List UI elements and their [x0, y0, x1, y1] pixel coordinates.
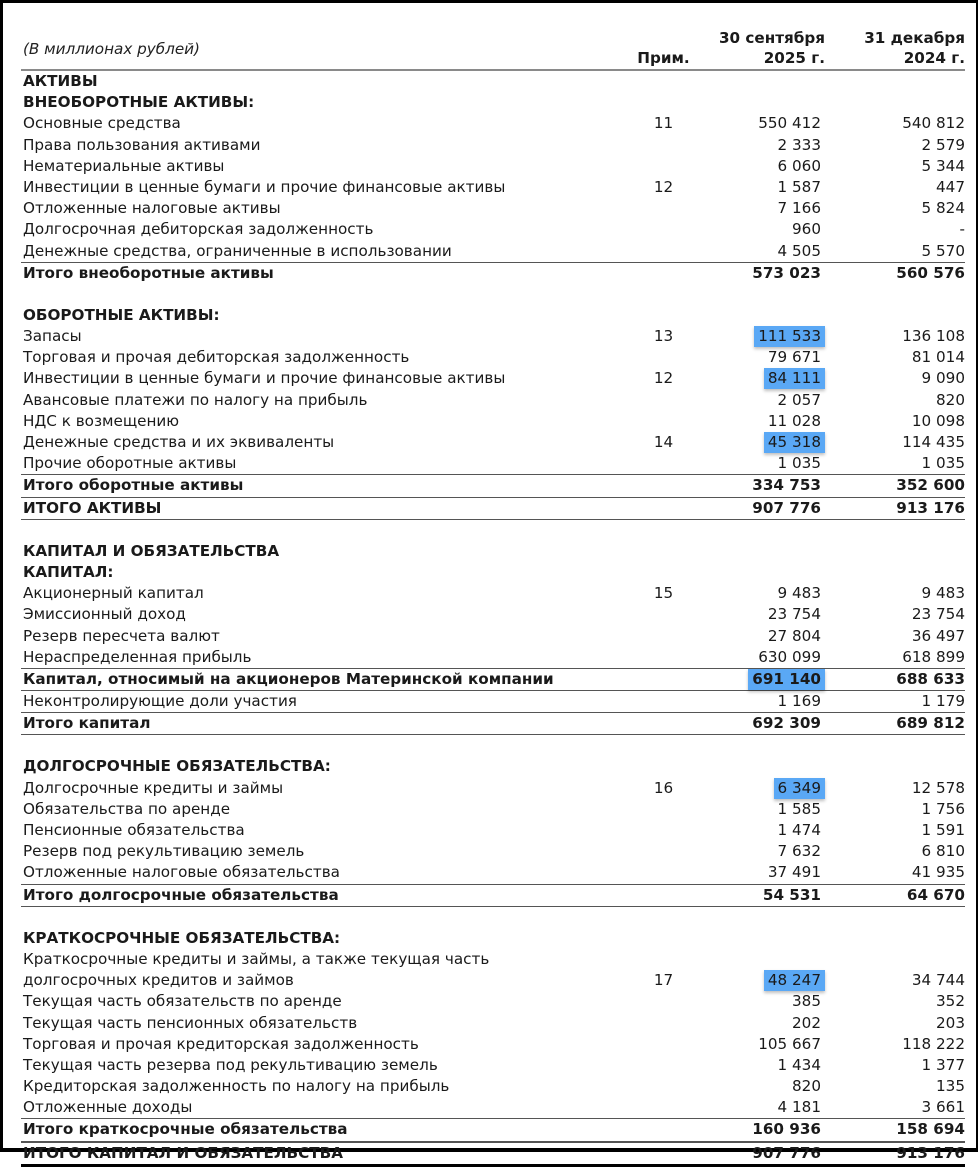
table-row — [21, 799, 965, 820]
value-2024: 352 600 — [896, 476, 965, 495]
note-ref: 12 — [653, 177, 674, 196]
row-label: ИТОГО АКТИВЫ — [23, 498, 162, 517]
row-label: Долгосрочная дебиторская задолженность — [23, 220, 374, 239]
row-label: Обязательства по аренде — [23, 799, 231, 818]
section-heading — [21, 756, 965, 777]
value-2024: 3 661 — [921, 1098, 965, 1117]
table-row — [21, 368, 965, 389]
value-2025: 79 671 — [767, 348, 821, 367]
row-label: Инвестиции в ценные бумаги и прочие финансовые активы — [23, 369, 506, 388]
value-2024: 36 497 — [911, 626, 965, 645]
table-row — [21, 326, 965, 347]
value-2024: 81 014 — [911, 348, 965, 367]
row-label: ИТОГО КАПИТАЛ И ОБЯЗАТЕЛЬСТВА — [23, 1143, 343, 1162]
table-row — [21, 949, 965, 970]
highlighted-value-2025: 111 533 — [754, 326, 825, 347]
grand-total-row — [21, 1141, 965, 1167]
table-row — [21, 241, 965, 262]
value-2025: 1 434 — [777, 1055, 821, 1074]
total-row — [21, 1118, 965, 1140]
row-label: Отложенные налоговые обязательства — [23, 863, 340, 882]
row-label: Запасы — [23, 327, 82, 346]
value-2025: 692 309 — [752, 714, 821, 733]
value-2024: 41 935 — [911, 863, 965, 882]
table-row — [21, 198, 965, 219]
row-label: Торговая и прочая дебиторская задолженность — [23, 348, 410, 367]
row-label: Торговая и прочая кредиторская задолженность — [23, 1034, 419, 1053]
row-label: Авансовые платежи по налогу на прибыль — [23, 390, 368, 409]
value-2024: 913 176 — [896, 1143, 965, 1162]
value-2025: 7 632 — [777, 842, 821, 861]
value-2024: 1 377 — [921, 1055, 965, 1074]
value-2024: 158 694 — [896, 1120, 965, 1139]
unit-label: (В миллионах рублей) — [23, 40, 200, 58]
section-heading — [21, 71, 965, 92]
row-label: Нематериальные активы — [23, 156, 225, 175]
value-2024: 560 576 — [896, 263, 965, 282]
row-label: долгосрочных кредитов и займов — [23, 971, 294, 990]
table-row — [21, 347, 965, 368]
row-label: Итого долгосрочные обязательства — [23, 885, 339, 904]
table-row — [21, 135, 965, 156]
row-label: Долгосрочные кредиты и займы — [23, 778, 284, 797]
value-2025: 202 — [792, 1013, 821, 1032]
row-label: Нераспределенная прибыль — [23, 647, 252, 666]
value-2025: 54 531 — [762, 885, 821, 904]
spacer — [21, 284, 965, 305]
row-label: Неконтролирующие доли участия — [23, 692, 297, 711]
table-row — [21, 1097, 965, 1118]
row-label: Отложенные доходы — [23, 1098, 193, 1117]
row-label: Основные средства — [23, 114, 181, 133]
highlighted-value-2025: 691 140 — [748, 669, 825, 690]
row-label: Итого капитал — [23, 714, 151, 733]
value-2024: 5 344 — [921, 156, 965, 175]
value-2025: 907 776 — [752, 498, 821, 517]
row-label: КАПИТАЛ: — [23, 562, 114, 581]
table-row — [21, 583, 965, 604]
row-label: ОБОРОТНЫЕ АКТИВЫ: — [23, 305, 220, 324]
row-label: АКТИВЫ — [23, 72, 98, 90]
value-2025: 105 667 — [758, 1034, 821, 1053]
table-row — [21, 453, 965, 474]
row-label: Инвестиции в ценные бумаги и прочие финансовые активы — [23, 177, 506, 196]
row-label: ДОЛГОСРОЧНЫЕ ОБЯЗАТЕЛЬСТВА: — [23, 757, 331, 776]
note-ref: 14 — [653, 433, 674, 451]
highlighted-value-2025: 84 111 — [764, 368, 825, 389]
table-row — [21, 604, 965, 625]
value-2025: 1 587 — [777, 177, 821, 196]
note-ref: 11 — [653, 114, 674, 133]
value-2024: 9 090 — [921, 369, 965, 388]
value-2025: 37 491 — [767, 863, 821, 882]
value-2024: 540 812 — [902, 114, 965, 133]
value-2025: 1 035 — [777, 454, 821, 473]
note-ref: 17 — [653, 971, 674, 990]
note-column-header: Прим. — [637, 49, 690, 67]
value-2024: 136 108 — [902, 327, 965, 346]
table-row — [21, 390, 965, 411]
total-row — [21, 497, 965, 520]
spacer — [21, 735, 965, 756]
row-label: Итого краткосрочные обязательства — [23, 1120, 348, 1139]
value-2024: 135 — [936, 1077, 965, 1096]
table-row — [21, 1076, 965, 1097]
row-label: КАПИТАЛ И ОБЯЗАТЕЛЬСТВА — [23, 541, 280, 560]
table-row — [21, 970, 965, 991]
value-2025: 4 505 — [777, 241, 821, 260]
value-2024: 9 483 — [921, 584, 965, 603]
value-2024: 352 — [936, 992, 965, 1011]
table-row — [21, 626, 965, 647]
row-label: Итого внеоборотные активы — [23, 263, 274, 282]
value-2025: 4 181 — [777, 1098, 821, 1117]
table-row — [21, 991, 965, 1012]
table-row — [21, 177, 965, 198]
value-2024: 688 633 — [896, 669, 965, 688]
note-ref: 16 — [653, 778, 674, 797]
value-2024: 5 570 — [921, 241, 965, 260]
value-2025: 1 585 — [777, 799, 821, 818]
total-row — [21, 712, 965, 735]
value-2025: 7 166 — [777, 199, 821, 218]
value-2025: 27 804 — [767, 626, 821, 645]
value-2025: 907 776 — [752, 1143, 821, 1162]
value-2025: 2 333 — [777, 135, 821, 154]
table-body — [21, 71, 965, 1167]
value-2025: 820 — [792, 1077, 821, 1096]
value-2025: 334 753 — [752, 476, 821, 495]
value-2024: - — [959, 220, 965, 239]
value-2024: 12 578 — [911, 778, 965, 797]
table-row — [21, 1055, 965, 1076]
table-row — [21, 778, 965, 799]
value-2024: 1 179 — [921, 692, 965, 711]
row-label: Резерв под рекультивацию земель — [23, 842, 305, 861]
table-row — [21, 432, 965, 453]
row-label: Краткосрочные кредиты и займы, а также текущая часть — [23, 949, 490, 968]
value-2024: 23 754 — [911, 605, 965, 624]
table-row — [21, 691, 965, 712]
section-heading — [21, 305, 965, 326]
highlighted-value-2025: 45 318 — [764, 432, 825, 453]
value-2024: 6 810 — [921, 842, 965, 861]
value-2025: 960 — [792, 220, 821, 239]
value-2025: 2 057 — [777, 390, 821, 409]
note-ref: 13 — [653, 327, 674, 346]
table-header — [21, 25, 965, 71]
total-row — [21, 262, 965, 284]
section-heading — [21, 541, 965, 562]
table-row — [21, 113, 965, 134]
note-ref: 12 — [653, 369, 674, 388]
value-2024: 34 744 — [911, 971, 965, 990]
row-label: Текущая часть обязательств по аренде — [23, 992, 342, 1011]
row-label: НДС к возмещению — [23, 411, 180, 430]
row-label: Отложенные налоговые активы — [23, 199, 281, 218]
row-label: Кредиторская задолженность по налогу на прибыль — [23, 1077, 450, 1096]
value-2025: 11 028 — [767, 411, 821, 430]
table-row — [21, 841, 965, 862]
section-heading — [21, 92, 965, 113]
table-row — [21, 647, 965, 668]
row-label: Итого оборотные активы — [23, 476, 244, 495]
value-2024: 820 — [936, 390, 965, 409]
value-2025: 385 — [792, 992, 821, 1011]
row-label: Текущая часть пенсионных обязательств — [23, 1013, 358, 1032]
value-2024: 64 670 — [906, 885, 965, 904]
row-label: Акционерный капитал — [23, 584, 204, 603]
value-2025: 550 412 — [758, 114, 821, 133]
value-2024: 1 035 — [921, 454, 965, 473]
value-2025: 1 474 — [777, 821, 821, 839]
spacer — [21, 520, 965, 541]
balance-sheet — [21, 25, 965, 1167]
row-label: Капитал, относимый на акционеров Материнской компании — [23, 669, 554, 688]
section-heading — [21, 928, 965, 949]
table-row — [21, 862, 965, 883]
column-header-2024: 31 декабря 2024 г. — [864, 29, 965, 67]
spacer — [21, 907, 965, 928]
table-row — [21, 156, 965, 177]
value-2024: 10 098 — [911, 411, 965, 430]
row-label: ВНЕОБОРОТНЫЕ АКТИВЫ: — [23, 93, 255, 112]
value-2024: 5 824 — [921, 199, 965, 218]
value-2024: 1 756 — [921, 799, 965, 818]
table-row — [21, 1013, 965, 1034]
value-2025: 23 754 — [767, 605, 821, 624]
row-label: Денежные средства и их эквиваленты — [23, 433, 335, 451]
value-2025: 1 169 — [777, 692, 821, 711]
value-2025: 9 483 — [777, 584, 821, 603]
value-2024: 114 435 — [902, 433, 965, 451]
value-2024: 2 579 — [921, 135, 965, 154]
table-row — [21, 820, 965, 841]
row-label: КРАТКОСРОЧНЫЕ ОБЯЗАТЕЛЬСТВА: — [23, 928, 341, 947]
value-2025: 160 936 — [752, 1120, 821, 1139]
total-row — [21, 474, 965, 496]
table-row — [21, 1034, 965, 1055]
column-header-2025: 30 сентября 2025 г. — [718, 29, 825, 67]
table-row — [21, 219, 965, 240]
row-label: Денежные средства, ограниченные в использовании — [23, 241, 452, 260]
value-2024: 913 176 — [896, 498, 965, 517]
value-2024: 689 812 — [896, 714, 965, 733]
value-2024: 447 — [936, 177, 965, 196]
highlighted-value-2025: 48 247 — [764, 970, 825, 991]
value-2025: 630 099 — [758, 647, 821, 666]
total-row — [21, 668, 965, 691]
row-label: Эмиссионный доход — [23, 605, 186, 624]
value-2025: 573 023 — [752, 263, 821, 282]
total-row — [21, 884, 965, 907]
highlighted-value-2025: 6 349 — [774, 778, 825, 799]
section-heading — [21, 562, 965, 583]
row-label: Права пользования активами — [23, 135, 261, 154]
value-2024: 203 — [936, 1013, 965, 1032]
value-2024: 618 899 — [902, 647, 965, 666]
row-label: Прочие оборотные активы — [23, 454, 237, 473]
row-label: Пенсионные обязательства — [23, 821, 245, 839]
note-ref: 15 — [653, 584, 674, 603]
row-label: Текущая часть резерва под рекультивацию земель — [23, 1055, 438, 1074]
row-label: Резерв пересчета валют — [23, 626, 220, 645]
value-2024: 118 222 — [902, 1034, 965, 1053]
table-row — [21, 411, 965, 432]
value-2024: 1 591 — [921, 821, 965, 839]
value-2025: 6 060 — [777, 156, 821, 175]
